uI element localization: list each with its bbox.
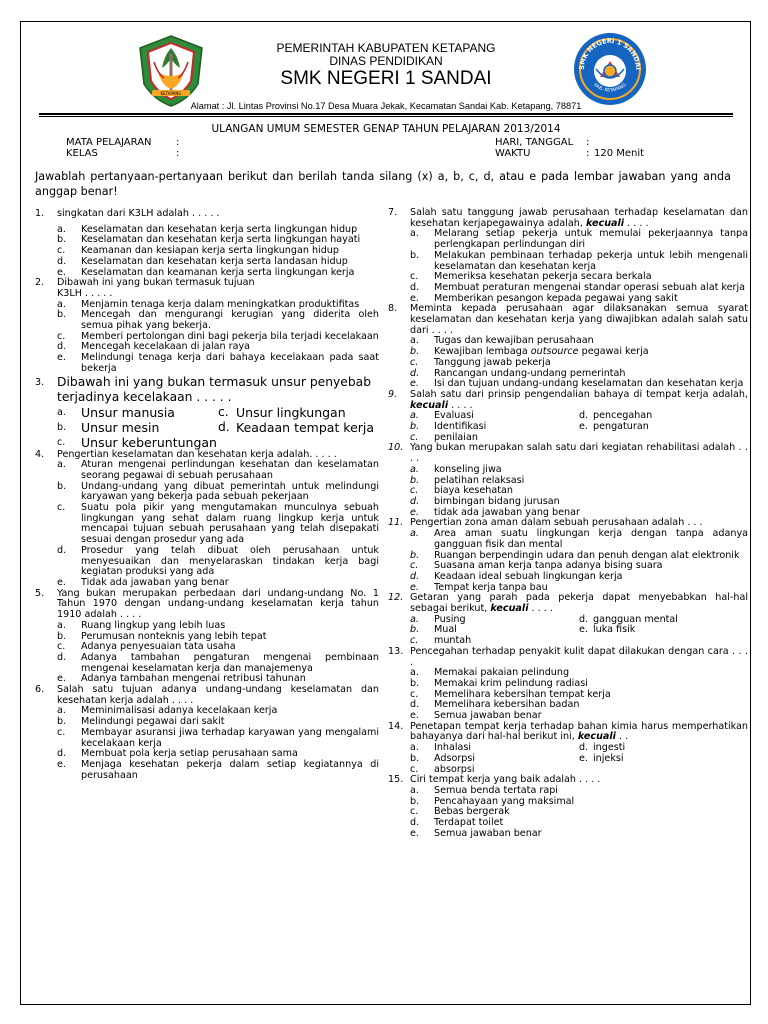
option-text: Keadaan tempat kerja xyxy=(236,419,375,435)
option-letter: a. xyxy=(410,528,419,540)
option-text: pengaturan xyxy=(593,421,649,433)
option-letter: e. xyxy=(579,752,588,764)
option-letter: c. xyxy=(218,404,229,419)
question-text-main: Salah satu tanggung jawab perusahaan terhadap keselamatan dan kesehatan kerjapegawainya adalah, xyxy=(410,207,748,229)
option-text: bimbingan bidang jurusan xyxy=(434,495,560,507)
question-3 xyxy=(35,375,379,450)
option-text: Memberi pertolongan dini bagi pekerja bila terjadi kecelakaan xyxy=(81,330,379,342)
option xyxy=(35,546,379,578)
option-text: Isi dan tujuan undang-undang keselamatan dan kesehatan kerja xyxy=(434,378,744,390)
option-letter: a. xyxy=(57,705,66,717)
option-letter: a. xyxy=(410,410,419,422)
svg-text:SMK NEGERI 1 SANDAI: SMK NEGERI 1 SANDAI xyxy=(577,36,643,70)
option-text: gangguan mental xyxy=(593,613,678,625)
letterhead-divider-thin xyxy=(39,116,733,117)
question-text-main: Penetapan tempat kerja terhadap bahan kimia harus memperhatikan bahayanya dari hal-hal berikut ini, xyxy=(410,720,748,743)
option-text-part: Kewajiban lembaga xyxy=(434,346,531,358)
question-text xyxy=(410,593,748,614)
option-letter: b. xyxy=(57,309,67,321)
option-letter: e. xyxy=(57,758,66,770)
option-letter: d. xyxy=(410,699,420,711)
question-number: 12. xyxy=(388,592,404,604)
option xyxy=(35,257,379,268)
option-text: Semua jawaban benar xyxy=(434,827,542,839)
option-text: Adanya tambahan pengaturan mengenai pembinaan mengenai keselamatan kerja dan manajemenya xyxy=(81,651,379,674)
option-letter: e. xyxy=(57,673,66,685)
option-text: Inhalasi xyxy=(434,742,472,754)
exam-title: ULANGAN UMUM SEMESTER GENAP TAHUN PELAJARAN 2013/2014 xyxy=(211,123,561,135)
option-letter: d. xyxy=(410,495,420,507)
option-text: Pencahayaan yang maksimal xyxy=(434,795,575,807)
question-7 xyxy=(388,208,748,229)
option-text: luka fisik xyxy=(593,624,636,636)
option-letter: c. xyxy=(410,356,419,368)
option-letter: d. xyxy=(57,341,67,353)
question-text: Pengertian keselamatan dan kesehatan kerja adalah. . . . . xyxy=(57,448,337,460)
question-text xyxy=(57,278,379,299)
option-letter: c. xyxy=(410,763,419,775)
option-letter: e. xyxy=(410,827,419,839)
option-letter: d. xyxy=(57,748,67,760)
option-letter: a. xyxy=(410,742,419,754)
option-text: Melindungi pegawai dari sakit xyxy=(81,716,225,728)
question-text-line: K3LH . . . . . xyxy=(57,287,113,299)
option-text: Semua jawaban benar xyxy=(434,710,542,722)
question-number: 2. xyxy=(35,277,45,289)
question-number: 11. xyxy=(388,517,404,529)
option-letter: a. xyxy=(57,223,66,235)
questions-left-column xyxy=(35,209,379,781)
option-text: Semua benda tertata rapi xyxy=(434,784,558,796)
date-label: HARI, TANGGAL xyxy=(495,137,574,148)
option-text: Terdapat toilet xyxy=(434,817,504,829)
option xyxy=(388,358,748,369)
option-text: Rancangan undang-undang pemerintah xyxy=(434,367,626,379)
option-letter: a. xyxy=(410,784,419,796)
question-text: singkatan dari K3LH adalah . . . . . xyxy=(57,208,220,219)
option-letter: e. xyxy=(410,710,419,722)
option xyxy=(388,229,748,250)
option xyxy=(35,728,379,749)
option-text: Melarang setiap pekerja untuk memulai pekerjaannya tanpa perlengkapan perlindungan diri xyxy=(434,228,748,251)
option-text: penilaian xyxy=(434,431,478,443)
svg-text:KAB. KETAPANG: KAB. KETAPANG xyxy=(592,82,628,94)
option-text: Mencegah dan mengurangi kerugian yang diderita oleh semua pihak yang bekerja. xyxy=(81,309,379,332)
question-text xyxy=(410,390,748,411)
question-text: Dibawah ini yang bukan termasuk unsur penyebab terjadinya kecelakaan . . . . . xyxy=(57,374,371,404)
time-separator: : xyxy=(586,148,590,159)
option xyxy=(35,310,379,331)
option-letter: e. xyxy=(579,421,588,433)
option-text: Keadaan ideal sebuah lingkungan kerja xyxy=(434,570,623,582)
option-letter: c. xyxy=(410,635,419,647)
option-letter: b. xyxy=(57,716,67,728)
question-text xyxy=(410,722,748,743)
option-text: Aturan mengenai perlindungan kesehatan dan keselamatan seorang pegawai di sebuah perusahaan xyxy=(81,459,379,481)
option-letter: d. xyxy=(57,544,67,556)
question-number: 14. xyxy=(388,720,404,732)
option-letter: b. xyxy=(410,549,420,561)
option-text: Keselamatan dan keamanan kerja serta lingkungan kerja xyxy=(81,266,355,278)
letterhead-divider xyxy=(39,113,733,115)
option-text: Membayar asuransi jiwa terhadap karyawan yang mengalami kecelakaan kerja xyxy=(81,726,379,749)
option-letter: b. xyxy=(57,234,67,246)
option-letter: a. xyxy=(57,459,66,471)
question-text: Yang bukan merupakan perbedaan dari undang-undang No. 1 Tahun 1970 dengan undang-undang keselamatan kerja tahun 1910 adalah . . . . xyxy=(57,587,379,621)
option-text: Keamanan dan kesiapan kerja serta lingkungan hidup xyxy=(81,245,339,257)
option xyxy=(35,353,379,374)
option-text: Menjamin tenaga kerja dalam meningkatkan produktifitas xyxy=(81,298,360,310)
option-letter: e. xyxy=(57,266,66,278)
school-name: SMK NEGERI 1 SANDAI xyxy=(280,68,492,89)
option-letter: a. xyxy=(57,619,66,631)
option-text: Suatu pola pikir yang mengutamakan munculnya sebuah lingkungan yang sehat dalam ruang lingkup kerja untuk mencapai tujuan sebuah perusahaan yang telah disepakati sesuai dengan prosedur yang ada xyxy=(81,502,379,546)
option-text: Membuat pola kerja setiap perusahaan sama xyxy=(81,748,298,760)
option-letter: c. xyxy=(410,431,419,443)
option-text: Pusing xyxy=(434,613,466,625)
option-text: muntah xyxy=(434,635,472,647)
option-text: Tempat kerja tanpa bau xyxy=(434,581,548,593)
question-number: 7. xyxy=(388,207,398,218)
question-text-line: Dibawah ini yang bukan termasuk tujuan xyxy=(57,277,255,289)
option-letter: d. xyxy=(410,570,420,582)
option-letter: b. xyxy=(410,421,420,433)
question-text: Pengertian zona aman dalam sebuah perusahaan adalah . . . xyxy=(410,517,703,529)
question-number: 13. xyxy=(388,645,404,657)
option-letter: a. xyxy=(410,228,419,240)
question-1 xyxy=(35,209,379,220)
option-letter: e. xyxy=(57,352,66,364)
option-letter: d. xyxy=(218,419,230,434)
option-text: Membuat peraturan mengenai standar operasi sebuah alat kerja xyxy=(434,281,745,293)
option-letter: c. xyxy=(410,806,419,818)
option-text: Mual xyxy=(434,624,457,636)
option-text: Memakai krim pelindung radiasi xyxy=(434,677,588,689)
option-letter: d. xyxy=(579,742,589,754)
option-text: Meminimalisasi adanya kecelakaan kerja xyxy=(81,705,278,717)
option xyxy=(35,503,379,546)
option xyxy=(35,760,379,781)
question-number: 15. xyxy=(388,774,404,786)
option-text: Memakai pakaian pelindung xyxy=(434,667,570,679)
option-text-part: pegawai kerja xyxy=(578,346,649,358)
option-text: Unsur lingkungan xyxy=(236,404,346,420)
option-letter: e. xyxy=(57,576,66,588)
option-letter: a. xyxy=(410,463,419,475)
option-letter: e. xyxy=(410,378,419,390)
subject-label: MATA PELAJARAN xyxy=(66,137,152,148)
option-letter: b. xyxy=(410,249,420,261)
option-letter: c. xyxy=(410,560,419,572)
option-text: Ruangan berpendingin udara dan penuh dengan alat elektronik xyxy=(434,549,740,561)
question-number: 8. xyxy=(388,303,398,315)
question-number: 5. xyxy=(35,587,45,599)
subject-separator: : xyxy=(176,137,180,148)
option-letter: c. xyxy=(410,688,419,700)
option-letter: d. xyxy=(579,410,589,422)
option-text: Unsur keberuntungan xyxy=(81,434,217,450)
option xyxy=(388,529,748,550)
class-separator: : xyxy=(176,148,180,159)
option-letter: c. xyxy=(57,436,66,448)
question-text xyxy=(410,208,748,229)
option-letter: e. xyxy=(410,506,419,518)
option-text: Melakukan pembinaan terhadap pekerja untuk lebih mengenali keselamatan dan kesehatan kerja xyxy=(434,249,748,272)
option-text: Bebas bergerak xyxy=(434,806,510,818)
option-letter: b. xyxy=(410,474,420,486)
option-text: Tugas dan kewajiban perusahaan xyxy=(434,335,594,347)
option xyxy=(388,829,748,840)
option-letter: a. xyxy=(410,335,419,347)
question-number: 4. xyxy=(35,448,45,460)
school-address: Alamat : Jl. Lintas Provinsi No.17 Desa Muara Jekak, Kecamatan Sandai Kab. Ketapang, 78871 xyxy=(190,101,582,111)
option-text: konseling jiwa xyxy=(434,463,502,475)
option-text: biaya kesehatan xyxy=(434,485,513,497)
option-text: Tanggung jawab pekerja xyxy=(434,356,551,368)
question-text: Pencegahan terhadap penyakit kulit dapat dilakukan dengan cara . . . . xyxy=(410,645,748,668)
government-name: PEMERINTAH KABUPATEN KETAPANG xyxy=(276,41,496,55)
option-pair xyxy=(35,420,379,435)
class-label: KELAS xyxy=(66,148,98,159)
option-letter: e. xyxy=(579,624,588,636)
option-letter: d. xyxy=(410,281,420,293)
date-separator: : xyxy=(586,137,590,148)
question-text-tail: . . . . xyxy=(528,603,553,615)
option-letter: b. xyxy=(410,677,420,689)
time-label: WAKTU xyxy=(495,148,531,159)
option-letter: a. xyxy=(57,298,66,310)
option-text: Adanya penyesuaian tata usaha xyxy=(81,641,236,653)
option-letter: c. xyxy=(57,726,66,738)
option-text: Tidak ada jawaban yang benar xyxy=(81,576,229,588)
question-6 xyxy=(35,685,379,706)
option-text: Adsorpsi xyxy=(434,752,476,764)
question-14 xyxy=(388,722,748,743)
option-text: Prosedur yang telah dibuat oleh perusahaan untuk menyesuaikan dan menyelaraskan tindakan kerja bagi kegiatan produksi yang ada xyxy=(81,544,379,578)
time-value: 120 Menit xyxy=(594,148,645,159)
option-letter: b. xyxy=(410,752,420,764)
option xyxy=(388,251,748,272)
option-letter: a. xyxy=(57,406,66,418)
option-text: Menjaga kesehatan pekerja dalam setiap kegiatannya di perusahaan xyxy=(81,758,379,781)
question-12 xyxy=(388,593,748,614)
question-5 xyxy=(35,589,379,621)
option-letter: e. xyxy=(410,581,419,593)
option-text: Ruang lingkup yang lebih luas xyxy=(81,619,226,631)
option-text: Memberikan pesangon kepada pegawai yang sakit xyxy=(434,292,678,304)
option-text: tidak ada jawaban yang benar xyxy=(434,506,580,518)
option-letter: c. xyxy=(57,502,66,514)
kecuali-keyword: kecuali xyxy=(585,217,625,229)
option-text: Memelihara kebersihan tempat kerja xyxy=(434,688,611,700)
question-text: Salah satu tujuan adanya undang-undang keselamatan dan kesehatan kerja adalah . . . . xyxy=(57,684,379,706)
option xyxy=(35,653,379,674)
option-letter: c. xyxy=(57,641,66,653)
question-number: 1. xyxy=(35,208,45,219)
option xyxy=(35,621,379,632)
option-letter: d. xyxy=(579,613,589,625)
department-name: DINAS PENDIDIKAN xyxy=(329,54,443,68)
option xyxy=(388,465,748,476)
option-text: Mencegah kecelakaan di jalan raya xyxy=(81,341,251,353)
option-letter: a. xyxy=(410,667,419,679)
option-text: Perumusan nonteknis yang lebih tepat xyxy=(81,630,267,642)
option-text: Keselamatan dan kesehatan kerja serta lingkungan hayati xyxy=(81,234,361,246)
option-text: Keselamatan dan kesehatan kerja serta landasan hidup xyxy=(81,255,348,267)
option-text: ingesti xyxy=(593,742,626,754)
option-text: injeksi xyxy=(593,752,624,764)
option-letter: b. xyxy=(57,630,67,642)
option-letter: b. xyxy=(410,346,420,358)
question-number: 3. xyxy=(35,376,45,388)
option-letter: b. xyxy=(410,795,420,807)
option-letter: e. xyxy=(410,292,419,304)
option-letter: c. xyxy=(410,485,419,497)
option-letter: b. xyxy=(57,421,67,433)
question-text-tail: . . . . xyxy=(448,399,473,411)
instructions: Jawablah pertanyaan-pertanyaan berikut dan berilah tanda silang (x) a, b, c, d, atau e pada lembar jawaban yang anda anggap benar! xyxy=(35,170,731,198)
question-number: 10. xyxy=(388,442,404,454)
option-pair xyxy=(388,754,748,765)
question-8 xyxy=(388,304,748,336)
option-text: Keselamatan dan kesehatan kerja serta lingkungan hidup xyxy=(81,223,358,235)
option-text: Suasana aman kerja tanpa adanya bising suara xyxy=(434,560,663,572)
option-letter: b. xyxy=(410,624,420,636)
kecuali-keyword: kecuali xyxy=(490,603,529,615)
option xyxy=(388,572,748,583)
question-13 xyxy=(388,647,748,668)
option xyxy=(35,482,379,503)
questions-right-column xyxy=(388,208,748,839)
option-letter: d. xyxy=(410,817,420,829)
option-text: Area aman suatu lingkungan kerja dengan tanpa adanya gangguan fisik dan mental xyxy=(434,528,748,550)
option-letter: d. xyxy=(57,651,67,663)
question-2 xyxy=(35,278,379,299)
option-letter: d. xyxy=(410,367,420,379)
question-9 xyxy=(388,390,748,411)
option-letter: a. xyxy=(410,613,419,625)
option-text-italic: outsource xyxy=(530,346,579,358)
option-text: Unsur mesin xyxy=(81,419,160,435)
page-border xyxy=(20,21,751,1005)
question-text: Ciri tempat kerja yang baik adalah . . . . xyxy=(410,774,601,786)
option-text: absorpsi xyxy=(434,763,475,775)
option-text: Undang-undang yang dibuat pemerintah untuk melindungi karyawan yang bekerja pada sebuah pekerjaan xyxy=(81,480,379,503)
option-pair xyxy=(35,405,379,420)
option-text: Memelihara kebersihan badan xyxy=(434,699,580,711)
option-letter: b. xyxy=(57,480,67,492)
option xyxy=(35,435,379,450)
svg-text:KETAPANG: KETAPANG xyxy=(160,91,182,96)
question-text: Meminta kepada perusahaan agar dilaksanakan semua syarat keselamatan dan kesehatan kerja yang diwajibkan adalah salah satu dari . . . . xyxy=(410,303,748,336)
option-letter: c. xyxy=(57,245,66,257)
option-text: Unsur manusia xyxy=(81,404,175,420)
option-letter: d. xyxy=(57,255,67,267)
question-number: 6. xyxy=(35,684,45,696)
question-text-tail: . . xyxy=(615,731,629,743)
option-letter: c. xyxy=(410,271,419,283)
question-text: Yang bukan merupakan salah satu dari kegiatan rehabilitasi adalah . . . . xyxy=(410,442,748,465)
question-text-main: Salah satu dari prinsip pengendalian bahaya di tempat kerja adalah, xyxy=(410,388,748,400)
option xyxy=(35,460,379,481)
option-text: pencegahan xyxy=(593,410,653,422)
question-text-main: Getaran yang parah pada pekerja dapat menyebabkan hal-hal sebagai berikut, xyxy=(410,592,748,615)
question-number: 9. xyxy=(388,388,398,400)
option-text: pelatihan relaksasi xyxy=(434,474,525,486)
option-text: Memeriksa kesehatan pekerja secara berkala xyxy=(434,271,652,283)
option-letter: c. xyxy=(57,330,66,342)
option-text: Melindungi tenaga kerja dari bahaya kecelakaan pada saat bekerja xyxy=(81,352,379,374)
question-10 xyxy=(388,443,748,464)
question-text-tail: . . . . xyxy=(624,217,649,229)
option-text: Evaluasi xyxy=(434,410,474,422)
option-text: Adanya tambahan mengenai retribusi tahunan xyxy=(81,673,306,685)
option-text: Identifikasi xyxy=(434,421,487,433)
kecuali-keyword: kecuali xyxy=(577,731,616,743)
kecuali-keyword: kecuali xyxy=(410,399,449,411)
